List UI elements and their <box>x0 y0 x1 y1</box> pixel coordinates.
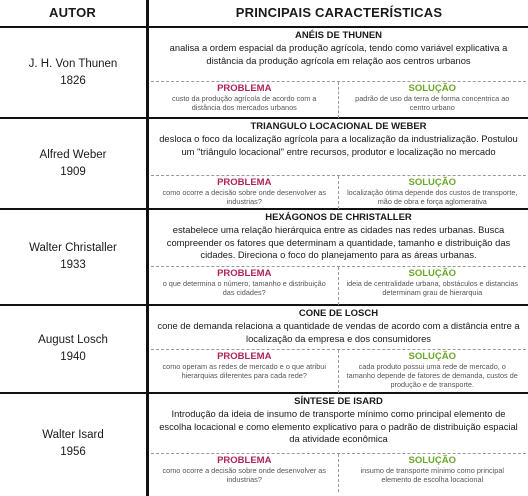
solution-label: SOLUÇÃO <box>408 268 456 279</box>
problem-text: como operam as redes de mercado e o que atribui hierarquias diferentes para cada rede? <box>162 362 326 380</box>
author-cell <box>0 306 146 392</box>
solution-cell <box>339 350 527 393</box>
author-cell <box>0 210 146 304</box>
table-row <box>0 119 528 210</box>
characteristics-cell <box>151 28 526 117</box>
author-name: Walter Christaller <box>29 242 117 254</box>
problem-cell <box>151 176 339 209</box>
author-year: 1909 <box>60 165 86 178</box>
theory-title: CONE DE LOSCH <box>298 308 379 319</box>
author-cell <box>0 119 146 208</box>
theory-description: analisa a ordem espacial da produção agrícola, tendo como variável explicativa a distância da produção agrícola em relação aos centros urbanos <box>169 42 508 66</box>
problem-cell <box>151 82 339 118</box>
solution-cell <box>339 267 527 305</box>
theory-description: desloca o foco da localização agrícola para a localização da industrialização. Postulou um "triângulo locacional" entre recursos, produtor e localização no mercado <box>159 133 518 157</box>
solution-label: SOLUÇÃO <box>408 83 456 94</box>
solution-label: SOLUÇÃO <box>408 177 456 188</box>
solution-cell <box>339 176 527 209</box>
author-year: 1933 <box>60 259 86 271</box>
author-year: 1940 <box>60 351 86 363</box>
theory-title: ANÉIS DE THUNEN <box>294 30 383 41</box>
table-header <box>0 0 528 28</box>
solution-text: insumo de transporte mínimo como principal elemento de escolha locacional <box>360 466 505 484</box>
problem-text: como ocorre a decisão sobre onde desenvolver as industrias? <box>162 188 326 206</box>
characteristics-cell <box>151 394 526 494</box>
author-name: Walter Isard <box>42 429 104 441</box>
author-cell <box>0 28 146 117</box>
problem-cell <box>151 454 339 492</box>
theory-title: TRIANGULO LOCACIONAL DE WEBER <box>250 121 427 132</box>
characteristics-cell <box>151 210 526 304</box>
problem-solution <box>151 453 526 492</box>
table-row <box>0 28 528 119</box>
problem-text: custo da produção agrícola de acordo com a distância dos mercados urbanos <box>172 94 317 112</box>
solution-label: SOLUÇÃO <box>408 351 456 362</box>
theory-description: estabelece uma relação hierárquica entre as cidades nas redes urbanas. Busca compreender os fatores que determinam a quantidade, tamanho e distribuição das cidades. Direciona o foco do planejamento para as áreas urbanas. <box>166 224 511 260</box>
header-author: AUTOR <box>49 5 96 20</box>
problem-text: como ocorre a decisão sobre onde desenvolver as industrias? <box>162 466 326 484</box>
problem-cell <box>151 350 339 393</box>
solution-cell <box>339 454 527 492</box>
solution-cell <box>339 82 527 118</box>
table-row <box>0 306 528 394</box>
theory-title: SÍNTESE DE ISARD <box>294 396 383 407</box>
table-row <box>0 394 528 496</box>
author-cell <box>0 394 146 494</box>
problem-label: PROBLEMA <box>217 177 272 188</box>
theory-description: Introdução da ideia de insumo de transporte mínimo como principal elemento de escolha locacional e como elemento explicativo para o padrão de distribuição espacial da atividade econômica <box>159 408 518 444</box>
problem-cell <box>151 267 339 305</box>
problem-label: PROBLEMA <box>217 351 272 362</box>
problem-label: PROBLEMA <box>217 83 272 94</box>
characteristics-cell <box>151 119 526 208</box>
problem-solution <box>151 175 526 209</box>
problem-text: o que determina o número, tamanho e distribuição das cidades? <box>162 279 326 297</box>
solution-label: SOLUÇÃO <box>408 455 456 466</box>
theory-description: cone de demanda relaciona a quantidade de vendas de acordo com a distância entre a localização da empresa e dos consumidores <box>157 320 520 344</box>
problem-label: PROBLEMA <box>217 268 272 279</box>
problem-solution <box>151 349 526 393</box>
solution-text: ideia de centralidade urbana, obstáculos e distancias determinam grau de hierarquia <box>346 279 519 297</box>
table-row <box>0 210 528 306</box>
header-characteristics: PRINCIPAIS CARACTERÍSTICAS <box>235 5 443 20</box>
problem-label: PROBLEMA <box>217 455 272 466</box>
theory-title: HEXÁGONOS DE CHRISTALLER <box>265 212 412 223</box>
author-name: Alfred Weber <box>39 148 107 161</box>
problem-solution <box>151 266 526 305</box>
author-year: 1956 <box>60 446 86 458</box>
author-name: J. H. Von Thunen <box>28 57 118 70</box>
solution-text: cada produto possui uma rede de mercado, o tamanho depende de fatores de demanda, custos de produção e de transporte. <box>346 362 518 389</box>
characteristics-cell <box>151 306 526 392</box>
problem-solution <box>151 81 526 118</box>
author-year: 1826 <box>60 74 86 87</box>
author-name: August Losch <box>38 334 108 346</box>
solution-text: padrão de uso da terra de forma concentrica ao centro urbano <box>355 94 510 112</box>
solution-text: localização ótima depende dos custos de transporte, mão de obra e força aglomerativa <box>347 188 518 206</box>
